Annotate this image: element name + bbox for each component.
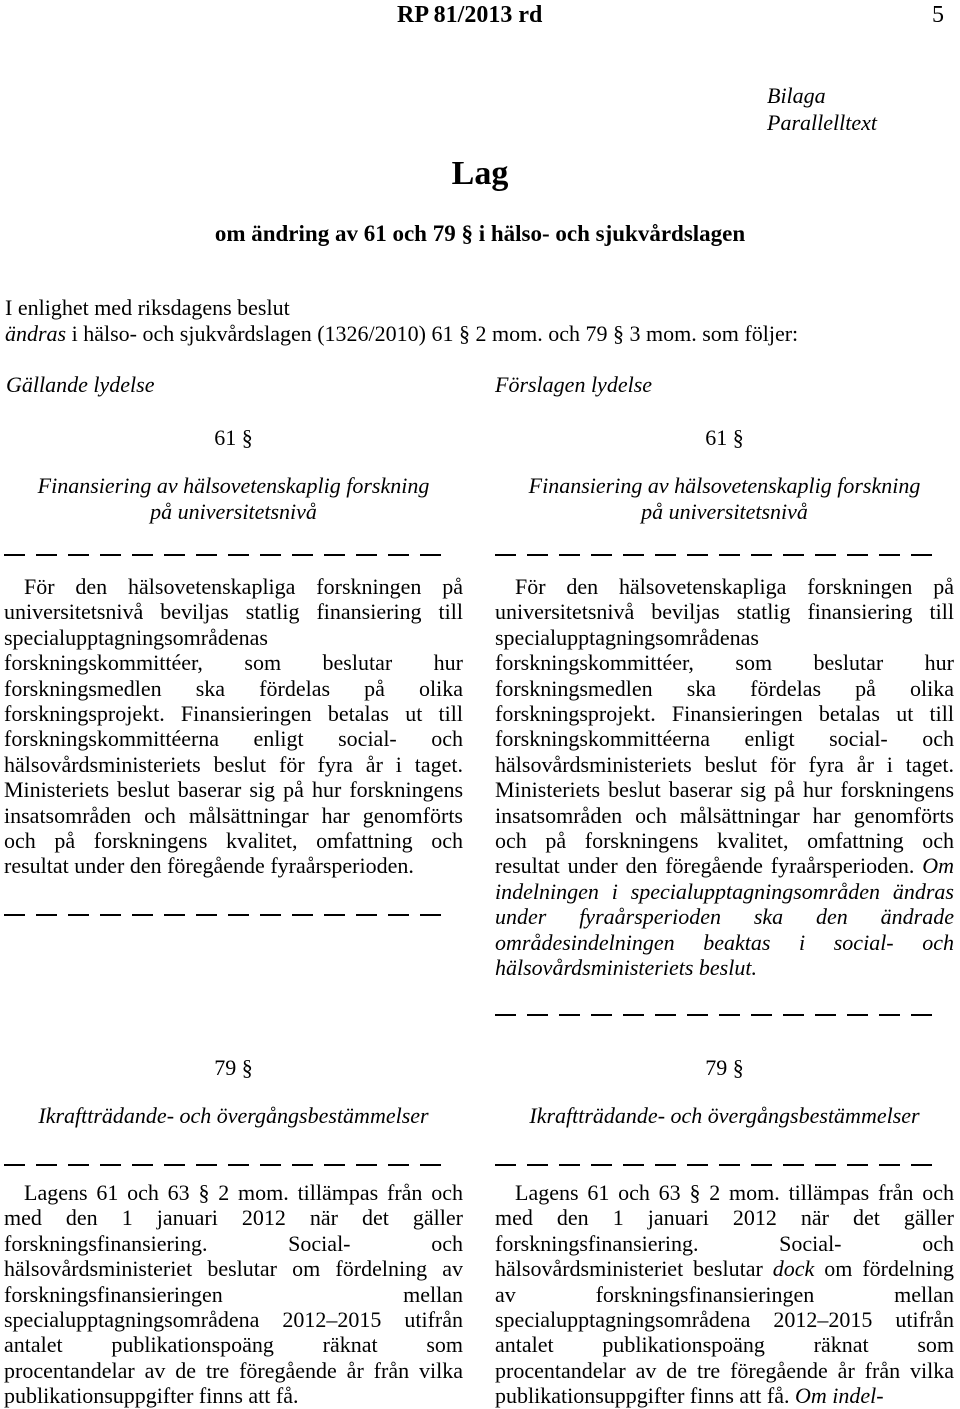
- section-79-current-text: Lagens 61 och 63 § 2 mom. tillämpas från och med den 1 januari 2012 när det gäller forskningsfinansiering. Social- och hälsovårdsministeriet beslutar om fördelning av forskningsfinansieringen mellan specialupptagningsområdena 2012–2015 utifrån antalet publikationspoäng räknat som procentandelar av de tre föregående år från vilka publikationsuppgifter finns att få.: [4, 1180, 463, 1409]
- section-61-heading-line-2: på universitetsnivå: [150, 499, 317, 524]
- enactment-rest: i hälso- och sjukvårdslagen (1326/2010) 61 § 2 mom. och 79 § 3 mom. som följer:: [66, 321, 799, 346]
- current-wording-label: Gällande lydelse: [6, 372, 155, 397]
- section-61-proposed-addition: Om indelningen i specialupptagningsområden ändras under fyraårsperioden ska den ändrade områdesindelningen beaktas i social- och hälsovårdsministeriets beslut.: [495, 853, 954, 981]
- section-61-heading-line-1: Finansiering av hälsovetenskaplig forskning: [528, 473, 921, 498]
- law-subtitle: om ändring av 61 och 79 § i hälso- och sjukvårdslagen: [214, 221, 746, 246]
- omission-dashes: [495, 1014, 935, 1017]
- section-79-proposed-part-b: om fördelning av forskningsfinansieringen mellan specialupptagningsområdena 2012–2015 utifrån antalet publikationspoäng räknat som procentandelar av de tre föregående år från vilka publikationsuppgifter finns att få.: [495, 1256, 954, 1409]
- law-title: Lag: [451, 155, 509, 192]
- section-61-heading-line-1: Finansiering av hälsovetenskaplig forskning: [37, 473, 430, 498]
- appendix-line-2: Parallelltext: [767, 110, 877, 135]
- omission-dashes: [4, 1164, 444, 1167]
- omission-dashes: [495, 1164, 935, 1167]
- section-61-current-text: För den hälsovetenskapliga forskningen på universitetsnivå beviljas statlig finansiering till specialupptagningsområdenas forskningskommittéer, som beslutar hur forskningsmedlen ska fördelas på olika forskningsprojekt. Finansieringen betalas ut till forskningskommittéerna enligt social- och hälsovårdsministeriets beslut för fyra år i taget. Ministeriets beslut baserar sig på hur forskningens insatsområden och målsättningar har genomförts och på forskningens kvalitet, omfattning och resultat under den föregående fyraårsperioden.: [4, 574, 463, 879]
- section-61-proposed-plain: För den hälsovetenskapliga forskningen på universitetsnivå beviljas statlig finansiering till specialupptagningsområdenas forskningskommittéer, som beslutar hur forskningsmedlen ska fördelas på olika forskningsprojekt. Finansieringen betalas ut till forskningskommittéerna enligt social- och hälsovårdsministeriets beslut för fyra år i taget. Ministeriets beslut baserar sig på hur forskningens insatsområden och målsättningar har genomförts och på forskningens kvalitet, omfattning och resultat under den föregående fyraårsperioden.: [495, 574, 954, 879]
- omission-dashes: [4, 914, 444, 917]
- section-79-proposed-text: [495, 1180, 954, 1409]
- section-79-number: 79 §: [705, 1055, 744, 1080]
- section-61-heading: [495, 473, 954, 525]
- section-79-number: 79 §: [214, 1055, 253, 1080]
- section-79-proposed-addition: Om indel-: [795, 1383, 884, 1409]
- enactment-clause: [5, 295, 798, 347]
- enactment-line-2: [5, 321, 798, 347]
- enactment-italic: ändras: [5, 321, 67, 346]
- omission-dashes: [495, 554, 935, 557]
- enactment-line-1: I enlighet med riksdagens beslut: [5, 295, 290, 320]
- section-61-number: 61 §: [705, 425, 744, 450]
- section-79-heading: Ikraftträdande- och övergångsbestämmelser: [529, 1103, 920, 1128]
- section-79-proposed-insert: dock: [772, 1256, 815, 1282]
- section-61-number: 61 §: [214, 425, 253, 450]
- appendix-line-1: Bilaga: [767, 83, 826, 108]
- section-61-proposed-text: [495, 574, 954, 981]
- omission-dashes: [4, 554, 444, 557]
- appendix-label: [767, 82, 877, 136]
- document-reference: RP 81/2013 rd: [397, 2, 543, 28]
- section-61-heading-line-2: på universitetsnivå: [641, 499, 808, 524]
- page-number: 5: [932, 2, 944, 28]
- section-79-proposed-part-a: Lagens 61 och 63 § 2 mom. tillämpas från och med den 1 januari 2012 när det gäller forskningsfinansiering. Social- och hälsovårdsministeriet beslutar: [495, 1180, 954, 1282]
- section-61-heading: [4, 473, 463, 525]
- proposed-wording-label: Förslagen lydelse: [495, 372, 653, 397]
- section-79-heading: Ikraftträdande- och övergångsbestämmelser: [38, 1103, 429, 1128]
